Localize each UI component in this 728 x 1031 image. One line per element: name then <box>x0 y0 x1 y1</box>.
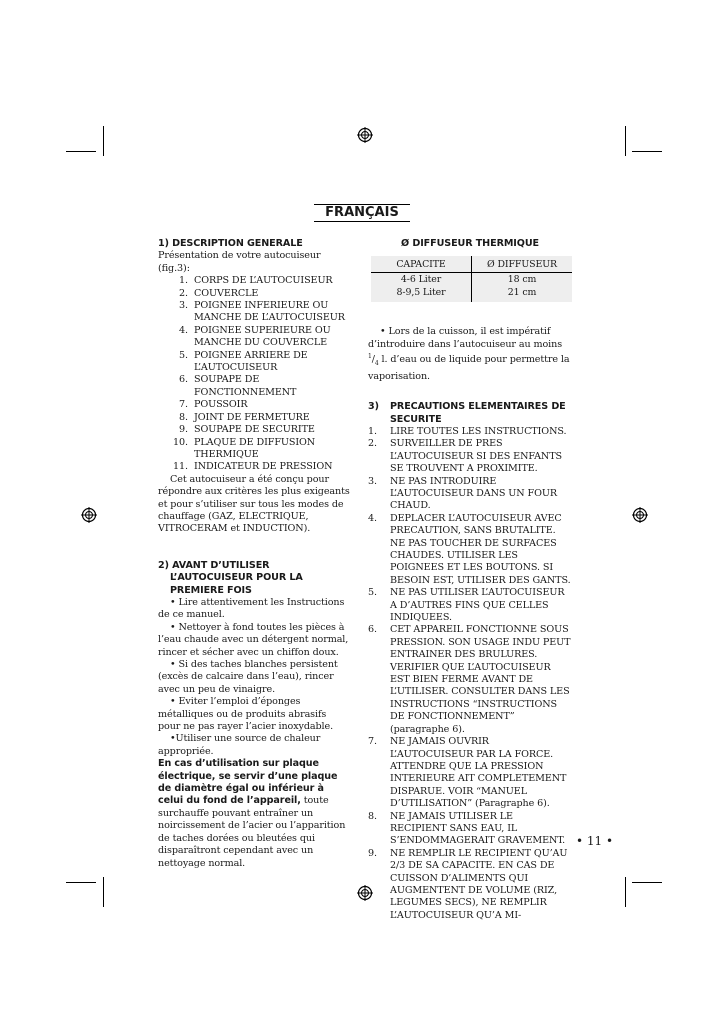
list-item-number: 10. <box>173 436 188 448</box>
list-item-number: 4. <box>179 324 188 336</box>
crop-mark <box>632 151 662 152</box>
list-item <box>368 848 572 922</box>
crop-mark <box>103 877 104 907</box>
table-row <box>371 286 572 302</box>
list-item-number: 9. <box>368 847 377 859</box>
table-title: Ø DIFFUSEUR THERMIQUE <box>401 238 539 249</box>
language-header: FRANÇAIS <box>314 204 410 222</box>
table-header-row <box>371 256 572 273</box>
fraction-numerator: 1 <box>368 353 372 361</box>
list-item <box>368 476 572 513</box>
list-item-text: INDICATEUR DE PRESSION <box>194 461 333 473</box>
crop-mark <box>66 151 96 152</box>
section-number: 3) <box>368 401 379 413</box>
list-item <box>158 350 350 375</box>
note-paragraph: • Lors de la cuisson, il est impératif d’introduire dans l’autocuiseur au moins $^1/_4$ l. d’eau ou de liquide pour permettre la vaporisation. <box>368 326 570 382</box>
table-cell: 18 cm <box>507 274 537 286</box>
intro-text: Présentation de votre autocuiseur (fig.3): <box>158 250 321 274</box>
crop-mark <box>625 126 626 156</box>
safety-list <box>368 426 572 922</box>
crop-mark <box>632 882 662 883</box>
table-cell: 4-6 Liter <box>371 273 472 287</box>
warning-paragraph <box>158 758 350 870</box>
list-item-text: SOUPAPE DE FONCTIONNEMENT <box>194 374 297 398</box>
list-item-number: 3. <box>368 475 377 487</box>
list-item <box>158 325 350 350</box>
right-column <box>368 238 572 922</box>
list-item-text: NE JAMAIS OUVRIR L’AUTOCUISEUR PAR LA FORCE. ATTENDRE QUE LA PRESSION INTERIEURE AIT COMPLETEMENT DISPARUE. VOIR “MANUEL D’UTILISATION” (Paragraphe 6). <box>390 736 567 810</box>
list-item <box>158 399 350 411</box>
note-text: • Lors de la cuisson, il est impératif d’introduire dans l’autocuiseur au moins <box>368 326 563 350</box>
list-item-number: 8. <box>368 810 377 822</box>
list-item-text: NE REMPLIR LE RECIPIENT QU’AU 2/3 DE SA CAPACITE. EN CAS DE CUISSON D’ALIMENTS QUI AUGMENTENT DE VOLUME (RIZ, LEGUMES SECS), NE REMPLIR L’AUTOCUISEUR QU’A MI- <box>390 847 568 921</box>
list-item-number: 11. <box>173 461 188 473</box>
list-item-text: JOINT DE FERMETURE <box>194 411 310 423</box>
list-item <box>368 624 572 736</box>
list-item-number: 4. <box>368 512 377 524</box>
section-title-text: PRECAUTIONS ELEMENTAIRES DE SECURITE <box>390 401 566 425</box>
section-title <box>368 401 572 426</box>
list-item <box>158 300 350 325</box>
list-item-text: CET APPAREIL FONCTIONNE SOUS PRESSION. SON USAGE INDU PEUT ENTRAINER DES BRULURES. VERIFIER QUE L’AUTOCUISEUR EST BIEN FERME AVANT DE L’UTILISER. CONSULTER DANS LES INSTRUCTIONS “INSTRUCTIONS DE FONCTIONNEMENT” (paragraphe 6). <box>390 624 571 735</box>
bullet-paragraph: • Eviter l’emploi d’éponges métalliques ou de produits abrasifs pour ne pas rayer l’acier inoxydable. <box>158 696 334 733</box>
section-title: 2) AVANT D’UTILISER L’AUTOCUISEUR POUR LA PREMIERE FOIS <box>158 559 303 596</box>
list-item <box>368 426 572 438</box>
registration-mark-icon <box>81 507 97 523</box>
diffuser-table <box>371 256 572 302</box>
left-column <box>158 238 350 870</box>
list-item <box>158 288 350 300</box>
page-number: • 11 • <box>576 834 614 848</box>
registration-mark-icon <box>632 507 648 523</box>
list-item <box>158 412 350 424</box>
table-row <box>371 273 572 287</box>
list-item-text: NE PAS UTILISER L’AUTOCUISEUR A D’AUTRES FINS QUE CELLES INDIQUEES. <box>390 587 565 624</box>
list-item-text: POIGNEE SUPERIEURE OU MANCHE DU COUVERCLE <box>194 324 331 349</box>
list-item <box>368 587 572 624</box>
list-item-number: 8. <box>179 411 188 423</box>
list-item <box>368 438 572 475</box>
registration-mark-icon <box>357 127 373 143</box>
list-item-text: POUSSOIR <box>194 399 248 411</box>
list-item <box>368 513 572 587</box>
list-item-number: 2. <box>179 287 188 299</box>
list-item-number: 2. <box>368 438 377 450</box>
list-item <box>368 811 572 848</box>
list-item-text: LIRE TOUTES LES INSTRUCTIONS. <box>390 425 567 437</box>
bullet-paragraph: • Lire attentivement les Instructions de ce manuel. <box>158 596 345 621</box>
list-item-number: 7. <box>368 736 377 748</box>
crop-mark <box>66 882 96 883</box>
section-title: 1) DESCRIPTION GENERALE <box>158 238 303 249</box>
note-text: l. d’eau ou de liquide pour permettre la vaporisation. <box>368 354 570 382</box>
list-item <box>158 275 350 287</box>
list-item-number: 5. <box>179 349 188 361</box>
list-item-text: CORPS DE L’AUTOCUISEUR <box>194 275 333 287</box>
list-item <box>158 437 350 462</box>
bullet-paragraph: •Utiliser une source de chaleur appropriée. <box>158 733 321 757</box>
crop-mark <box>625 877 626 907</box>
list-item-text: SURVEILLER DE PRES L’AUTOCUISEUR SI DES ENFANTS SE TROUVENT A PROXIMITE. <box>390 438 562 475</box>
list-item <box>158 461 350 473</box>
list-item-number: 5. <box>368 587 377 599</box>
table-header-cell: CAPACITE <box>371 256 472 273</box>
fraction-denominator: 4 <box>374 360 379 368</box>
list-item-text: NE JAMAIS UTILISER LE RECIPIENT SANS EAU, IL S’ENDOMMAGERAIT GRAVEMENT. <box>390 810 566 847</box>
list-item-text: POIGNEE ARRIERE DE L’AUTOCUISEUR <box>194 349 308 374</box>
list-item-number: 9. <box>179 424 188 436</box>
list-item-text: COUVERCLE <box>194 287 259 299</box>
list-item-number: 6. <box>368 624 377 636</box>
bullet-paragraph: • Si des taches blanches persistent (excès de calcaire dans l’eau), rincer avec un peu de vinaigre. <box>158 659 338 695</box>
list-item-number: 1. <box>368 425 377 437</box>
list-item <box>158 374 350 399</box>
list-item-number: 3. <box>179 300 188 312</box>
paragraph: Cet autocuiseur a été conçu pour répondre aux critères les plus exigeants et pour s’utiliser sur tous les modes de chauffage (GAZ, ELECTRIQUE, VITROCERAM et INDUCTION). <box>158 473 350 535</box>
table-cell: 21 cm <box>507 287 537 299</box>
list-item <box>368 736 572 810</box>
list-item-text: PLAQUE DE DIFFUSION THERMIQUE <box>194 436 316 460</box>
warning-text: toute surchauffe pouvant entraîner un noircissement de l’acier ou l’apparition de taches dorées ou bleutées qui disparaîtront cependant avec un nettoyage normal. <box>158 795 346 869</box>
list-item-number: 6. <box>179 374 188 386</box>
list-item-number: 1. <box>179 275 188 287</box>
list-item-number: 7. <box>179 399 188 411</box>
table-cell: 8-9,5 Liter <box>371 286 472 302</box>
parts-list <box>158 275 350 474</box>
list-item-text: POIGNEE INFERIEURE OU MANCHE DE L’AUTOCUISEUR <box>194 300 345 324</box>
list-item-text: SOUPAPE DE SECURITE <box>194 424 315 436</box>
bullet-paragraph: • Nettoyer à fond toutes les pièces à l’eau chaude avec un détergent normal, rincer et sécher avec un chiffon doux. <box>158 621 349 658</box>
table-header-cell: Ø DIFFUSEUR <box>472 256 573 273</box>
list-item-text: DEPLACER L’AUTOCUISEUR AVEC PRECAUTION, SANS BRUTALITE. NE PAS TOUCHER DE SURFACES CHAUDES. UTILISER LES POIGNEES ET LES BOUTONS. SI BESOIN EST, UTILISER DES GANTS. <box>390 512 571 586</box>
crop-mark <box>103 126 104 156</box>
list-item-text: NE PAS INTRODUIRE L’AUTOCUISEUR DANS UN FOUR CHAUD. <box>390 475 557 512</box>
list-item <box>158 424 350 436</box>
warning-bold-text: En cas d’utilisation sur plaque électrique, se servir d’une plaque de diamètre égal ou inférieur à celui du fond de l’appareil, <box>158 758 338 807</box>
